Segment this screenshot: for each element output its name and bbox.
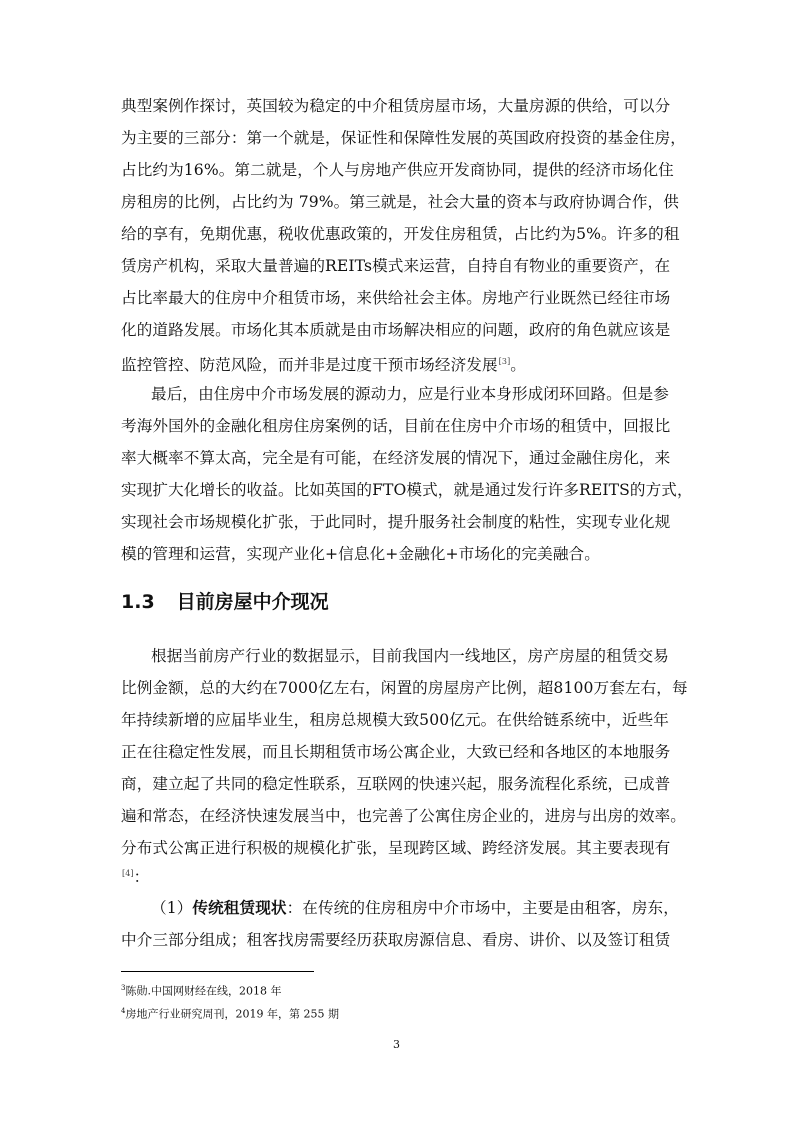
paragraph-1-line-6: 赁房产机构，采取大量普遍的REITs模式来运营，自持自有物业的重要资产，在	[121, 257, 671, 275]
footnote-4	[121, 1004, 339, 1022]
footnote-3-text: 陈勋.中国网财经在线，2018 年	[125, 984, 282, 998]
paragraph-3-end-mark: ：	[133, 868, 150, 887]
paragraph-3-line-6: 遍和常态，在经济快速发展当中，也完善了公寓住房企业的，进房与出房的效率。	[121, 807, 686, 825]
footnote-divider	[121, 971, 314, 972]
paragraph-1-line-7: 占比率最大的住房中介租赁市场，来供给社会主体。房地产行业既然已经往市场	[121, 289, 671, 307]
paragraph-1-line-1: 典型案例作探讨，英国较为稳定的中介租赁房屋市场，大量房源的供给，可以分	[121, 97, 671, 115]
paragraph-1-last-text: 监控管控、防范风险，而并非是过度干预市场经济发展	[121, 356, 498, 375]
paragraph-3-line-4: 正在往稳定性发展，而且长期租赁市场公寓企业，大致已经和各地区的本地服务	[121, 743, 671, 761]
paragraph-1-line-3: 占比约为16%。第二就是，个人与房地产供应开发商协同，提供的经济市场化住	[121, 161, 674, 179]
footnote-4-mark: 4	[121, 1007, 126, 1015]
paragraph-1-line-8: 化的道路发展。市场化其本质就是由市场解决相应的问题，政府的角色就应该是	[121, 321, 671, 339]
paragraph-3-line-5: 商，建立起了共同的稳定性联系，互联网的快速兴起，服务流程化系统，已成普	[121, 775, 671, 793]
list-marker: （1）	[151, 899, 193, 917]
paragraph-3-line-3: 年持续新增的应届毕业生，租房总规模大致500亿元。在供给链系统中，近些年	[121, 711, 669, 729]
section-title: 目前房屋中介现况	[176, 591, 329, 613]
paragraph-2-line-6: 模的管理和运营，实现产业化+信息化+金融化+市场化的完美融合。	[121, 545, 600, 563]
paragraph-1-line-5: 给的享有，免期优惠，税收优惠政策的，开发住房租赁，占比约为5%。许多的租	[121, 225, 680, 243]
paragraph-2-line-5: 实现社会市场规模化扩张，于此同时，提升服务社会制度的粘性，实现专业化规	[121, 513, 671, 531]
page-number: 3	[393, 1038, 400, 1051]
citation-ref-3[interactable]: [3]	[498, 357, 511, 366]
paragraph-2-line-3: 率大概率不算太高，完全是有可能，在经济发展的情况下，通过金融住房化，来	[121, 449, 671, 467]
paragraph-4-line-1	[151, 898, 679, 918]
section-heading	[121, 589, 329, 615]
paragraph-1-end-mark: 。	[510, 356, 526, 375]
paragraph-2-line-1: 最后，由住房中介市场发展的源动力，应是行业本身形成闭环回路。但是参	[151, 385, 669, 403]
paragraph-1-line-4: 房租房的比例，占比约为 79%。第三就是，社会大量的资本与政府协调合作，供	[121, 193, 679, 211]
paragraph-3-line-1: 根据当前房产行业的数据显示，目前我国内一线地区，房产房屋的租赁交易	[151, 647, 669, 665]
footnote-3	[121, 981, 281, 999]
footnote-3-mark: 3	[121, 984, 126, 992]
footnote-4-text: 房地产行业研究周刊，2019 年，第 255 期	[125, 1007, 339, 1021]
paragraph-3-line-7: 分布式公寓正进行积极的规模化扩张，呈现跨区域、跨经济发展。其主要表现有	[121, 839, 671, 857]
paragraph-1-line-2: 为主要的三部分：第一个就是，保证性和保障性发展的英国政府投资的基金住房，	[121, 129, 686, 147]
paragraph-1-line-9	[121, 352, 526, 375]
paragraph-2-line-2: 考海外国外的金融化租房住房案例的话，目前在住房中介市场的租赁中，回报比	[121, 417, 671, 435]
paragraph-3-line-2: 比例金额，总的大约在7000亿左右，闲置的房屋房产比例，超8100万套左右，每	[121, 679, 688, 697]
list-item-title: 传统租赁现状	[192, 898, 287, 917]
paragraph-3-line-8	[121, 864, 149, 887]
citation-ref-4[interactable]: [4]	[122, 869, 134, 878]
section-number: 1.3	[121, 591, 155, 613]
list-item-text: ：在传统的住房租房中介市场中，主要是由租客，房东，	[286, 899, 679, 917]
paragraph-2-line-4: 实现扩大化增长的收益。比如英国的FTO模式，就是通过发行许多REITS的方式，	[121, 481, 693, 499]
paragraph-4-line-2: 中介三部分组成；租客找房需要经历获取房源信息、看房、讲价、以及签订租赁	[121, 931, 671, 949]
